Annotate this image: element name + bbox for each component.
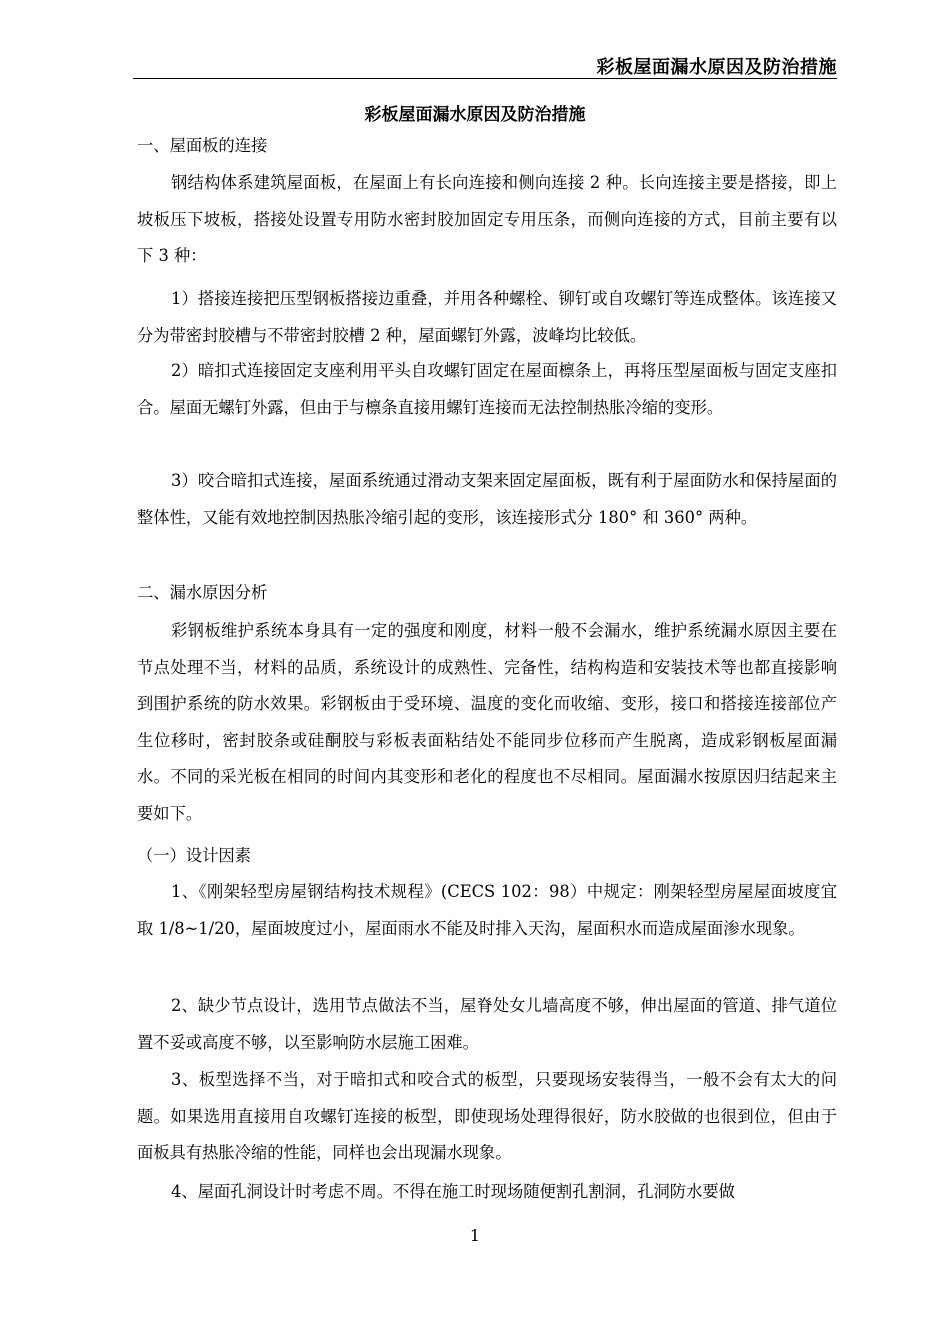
paragraph-item-2-3: 3、板型选择不当，对于暗扣式和咬合式的板型，只要现场安装得当，一般不会有太大的问题。如果选用直接用自攻螺钉连接的板型，即使现场处理得很好，防水胶做的也很到位，但由于面板具有热胀冷缩的性能，同样也会出现漏水现象。	[137, 1070, 837, 1162]
paragraph-item-1-3: 3）咬合暗扣式连接，屋面系统通过滑动支架来固定屋面板，既有利于屋面防水和保持屋面的整体性，又能有效地控制因热胀冷缩引起的变形，该连接形式分 180° 和 360° 两种。	[137, 471, 837, 527]
paragraph-item-1-1: 1）搭接连接把压型钢板搭接边重叠，并用各种螺栓、铆钉或自攻螺钉等连成整体。该连接又分为带密封胶槽与不带密封胶槽 2 种，屋面螺钉外露，波峰均比较低。	[137, 289, 837, 345]
page-header	[133, 48, 837, 79]
paragraph-item-1-2: 2）暗扣式连接固定支座利用平头自攻螺钉固定在屋面檩条上，再将压型屋面板与固定支座扣合。屋面无螺钉外露，但由于与檩条直接用螺钉连接而无法控制热胀冷缩的变形。	[137, 361, 837, 417]
page-number: 1	[469, 1226, 481, 1245]
paragraph-item-2-2: 2、缺少节点设计，选用节点做法不当，屋脊处女儿墙高度不够，伸出屋面的管道、排气道位置不妥或高度不够，以至影响防水层施工困难。	[137, 996, 837, 1052]
document-title: 彩板屋面漏水原因及防治措施	[364, 105, 586, 125]
paragraph-item-2-1: 1、《刚架轻型房屋钢结构技术规程》(CECS 102：98）中规定：刚架轻型房屋屋面坡度宜取 1/8~1/20，屋面坡度过小，屋面雨水不能及时排入天沟，屋面积水而造成屋面渗水现象。	[137, 882, 837, 938]
paragraph-item-2-4: 4、屋面孔洞设计时考虑不周。不得在施工时现场随便割孔割洞，孔洞防水要做	[171, 1182, 735, 1201]
subsection-heading: （一）设计因素	[137, 846, 251, 865]
paragraph-intro-1: 钢结构体系建筑屋面板，在屋面上有长向连接和侧向连接 2 种。长向连接主要是搭接，即上坡板压下坡板，搭接处设置专用防水密封胶加固定专用压条，而侧向连接的方式，目前主要有以下 3 种：	[137, 173, 837, 265]
section-heading-2: 二、漏水原因分析	[137, 583, 268, 602]
section-heading-1: 一、屋面板的连接	[137, 136, 268, 155]
paragraph-intro-2: 彩钢板维护系统本身具有一定的强度和刚度，材料一般不会漏水，维护系统漏水原因主要在节点处理不当，材料的品质，系统设计的成熟性、完备性，结构构造和安装技术等也都直接影响到围护系统的防水效果。彩钢板由于受环境、温度的变化而收缩、变形，接口和搭接连接部位产生位移时，密封胶条或硅酮胶与彩板表面粘结处不能同步位移而产生脱离，造成彩钢板屋面漏水。不同的采光板在相同的时间内其变形和老化的程度也不尽相同。屋面漏水按原因归结起来主要如下。	[137, 621, 837, 823]
header-title: 彩板屋面漏水原因及防治措施	[596, 57, 837, 78]
